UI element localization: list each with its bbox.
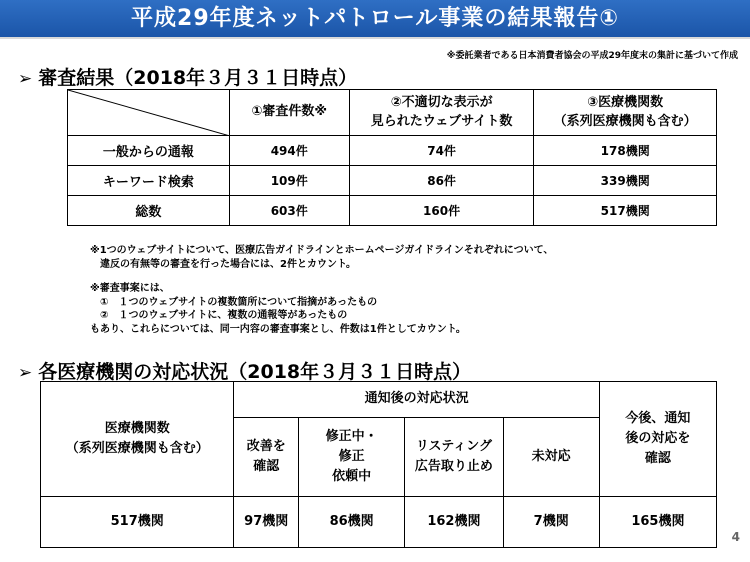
table-cell: 517機関 (534, 196, 717, 226)
footnote-double-count: ※1つのウェブサイトについて、医療広告ガイドラインとホームページガイドラインそれぞれについて、 違反の有無等の審査を行った場合には、2件とカウント。 (90, 245, 554, 270)
table-header-row (68, 90, 717, 136)
table-row (41, 497, 717, 548)
row-label: 一般からの通報 (68, 136, 230, 166)
column-header-improved: 改善を 確認 (234, 418, 299, 497)
table-cell: 109件 (229, 166, 349, 196)
section-heading-institution-response (18, 357, 471, 384)
column-header-listing-stopped: リスティング 広告取り止め (405, 418, 503, 497)
slide-title: 平成29年度ネットパトロール事業の結果報告① (131, 6, 619, 31)
bullet-arrow-icon: ➢ (18, 363, 33, 383)
source-note: ※委託業者である日本消費者協会の平成29年度末の集計に基づいて作成 (446, 51, 738, 61)
table-cell: 339機関 (534, 166, 717, 196)
column-header-review-count: ①審査件数※ (229, 90, 349, 136)
column-header-correcting: 修正中・ 修正 依頼中 (299, 418, 405, 497)
table-cell: 86機関 (299, 497, 405, 548)
footnote-review-cases: ※審査事案には、 ① １つのウェブサイトの複数箇所について指摘があったもの ② １つのウェブサイトに、複数の通報等があったもの もあり、これらについては、同一内容の審査事案とし、件数は1件としてカウント。 (90, 283, 466, 335)
table-row (68, 196, 717, 226)
section-heading-text: 各医療機関の対応状況（2018年３月３１日時点） (38, 361, 472, 383)
table-cell: 494件 (229, 136, 349, 166)
column-header-future-check: 今後、通知 後の対応を 確認 (599, 382, 716, 497)
review-results-table (67, 89, 717, 226)
table-cell: 97機関 (234, 497, 299, 548)
table-cell: 86件 (349, 166, 534, 196)
table-header-row (41, 382, 717, 418)
column-header-inappropriate-sites: ②不適切な表示が 見られたウェブサイト数 (349, 90, 534, 136)
table-cell: 165機関 (599, 497, 716, 548)
table-cell: 74件 (349, 136, 534, 166)
section-heading-review-results (18, 63, 357, 90)
column-header-no-response: 未対応 (503, 418, 599, 497)
table-cell: 7機関 (503, 497, 599, 548)
row-label: キーワード検索 (68, 166, 230, 196)
page-number: 4 (731, 530, 740, 544)
column-header-institutions: 医療機関数 （系列医療機関も含む） (41, 382, 234, 497)
table-cell: 178機関 (534, 136, 717, 166)
section-heading-text: 審査結果（2018年３月３１日時点） (38, 67, 358, 89)
table-row (68, 166, 717, 196)
table-cell: 603件 (229, 196, 349, 226)
table-row (68, 136, 717, 166)
table-cell: 162機関 (405, 497, 503, 548)
column-header-medical-institutions: ③医療機関数 （系列医療機関も含む） (534, 90, 717, 136)
table-cell: 160件 (349, 196, 534, 226)
institution-response-table (40, 381, 717, 548)
bullet-arrow-icon: ➢ (18, 69, 33, 89)
group-header-post-notice-response: 通知後の対応状況 (234, 382, 599, 418)
row-label: 総数 (68, 196, 230, 226)
table-cell: 517機関 (41, 497, 234, 548)
diagonal-line-icon (68, 90, 230, 136)
diagonal-corner-cell (68, 90, 230, 136)
